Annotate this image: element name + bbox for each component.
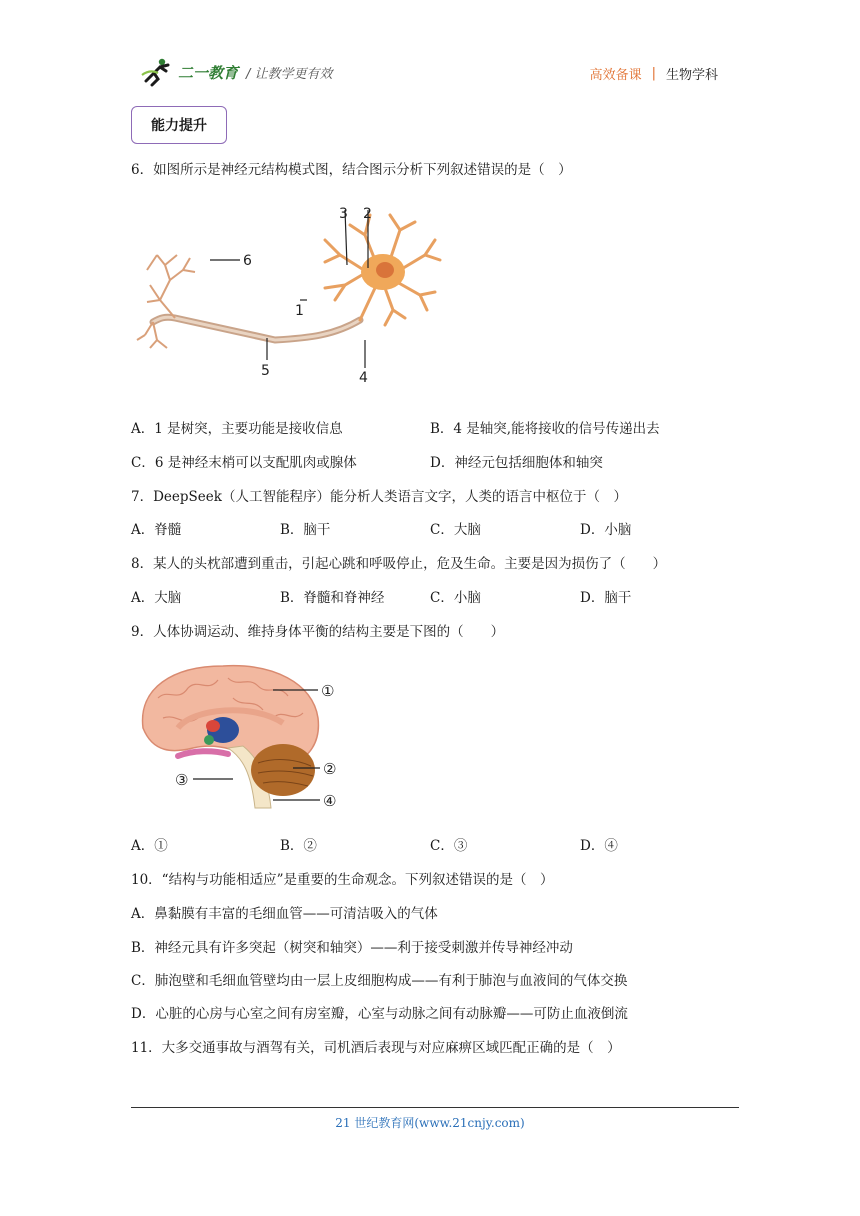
question-10-option-d[interactable]: D．心脏的心房与心室之间有房室瓣，心室与动脉之间有动脉瓣——可防止血液倒流 xyxy=(131,1006,628,1022)
question-9-option-d[interactable]: D．④ xyxy=(580,838,618,854)
header-logo xyxy=(140,56,333,88)
question-9-stem: 9．人体协调运动、维持身体平衡的结构主要是下图的（ ） xyxy=(131,624,505,640)
question-8-option-c[interactable]: C．小脑 xyxy=(430,590,481,606)
header-right xyxy=(590,64,718,83)
section-title: 能力提升 xyxy=(131,106,227,144)
question-6-option-b[interactable]: B．4 是轴突,能将接收的信号传递出去 xyxy=(430,421,660,437)
question-10-option-c[interactable]: C．肺泡壁和毛细血管壁均由一层上皮细胞构成——有利于肺泡与血液间的气体交换 xyxy=(131,973,628,989)
neuron-label-2: 2 xyxy=(363,206,372,222)
question-6-stem: 6．如图所示是神经元结构模式图，结合图示分析下列叙述错误的是（ ） xyxy=(131,162,572,178)
neuron-diagram xyxy=(135,200,445,390)
question-6-option-d[interactable]: D．神经元包括细胞体和轴突 xyxy=(430,455,603,471)
header-label-prep: 高效备课 xyxy=(589,68,642,83)
neuron-label-1: 1 xyxy=(295,303,304,319)
question-9-option-b[interactable]: B．② xyxy=(280,838,317,854)
question-10-option-a[interactable]: A．鼻黏膜有丰富的毛细血管——可清洁吸入的气体 xyxy=(131,906,438,922)
footer-text[interactable]: 21 世纪教育网(www.21cnjy.com) xyxy=(335,1116,525,1130)
neuron-label-6: 6 xyxy=(243,253,252,269)
header-separator: | xyxy=(651,66,656,81)
neuron-label-5: 5 xyxy=(261,363,270,379)
brain-label-3: ③ xyxy=(175,771,189,789)
neuron-label-4: 4 xyxy=(359,370,368,386)
brain-diagram xyxy=(133,658,353,818)
question-7-option-a[interactable]: A．脊髓 xyxy=(131,522,182,538)
question-8-option-b[interactable]: B．脊髓和脊神经 xyxy=(280,590,385,606)
footer-divider xyxy=(131,1107,739,1108)
neuron-label-3: 3 xyxy=(339,206,348,222)
brain-label-2: ② xyxy=(323,760,337,778)
question-10-stem: 10．“结构与功能相适应”是重要的生命观念。下列叙述错误的是（ ） xyxy=(131,872,554,888)
brand-name: 二一教育 xyxy=(178,63,239,82)
brain-label-4: ④ xyxy=(323,792,337,810)
question-8-option-d[interactable]: D．脑干 xyxy=(580,590,632,606)
question-9-option-c[interactable]: C．③ xyxy=(430,838,468,854)
runner-logo-icon xyxy=(140,57,174,87)
question-8-option-a[interactable]: A．大脑 xyxy=(131,590,182,606)
brand-slogan: / 让教学更有效 xyxy=(246,66,333,82)
question-7-stem: 7．DeepSeek（人工智能程序）能分析人类语言文字，人类的语言中枢位于（ ） xyxy=(131,489,627,505)
question-6-option-a[interactable]: A．1 是树突，主要功能是接收信息 xyxy=(131,421,343,437)
question-6-option-c[interactable]: C．6 是神经末梢可以支配肌肉或腺体 xyxy=(131,455,357,471)
question-7-option-b[interactable]: B．脑干 xyxy=(280,522,331,538)
question-7-option-d[interactable]: D．小脑 xyxy=(580,522,632,538)
question-8-stem: 8．某人的头枕部遭到重击，引起心跳和呼吸停止，危及生命。主要是因为损伤了（ ） xyxy=(131,556,667,572)
question-11-stem: 11．大多交通事故与酒驾有关，司机酒后表现与对应麻痹区域匹配正确的是（ ） xyxy=(131,1040,621,1056)
question-10-option-b[interactable]: B．神经元具有许多突起（树突和轴突）——利于接受刺激并传导神经冲动 xyxy=(131,940,573,956)
question-9-option-a[interactable]: A．① xyxy=(131,838,168,854)
header-subject: 生物学科 xyxy=(665,68,718,83)
question-7-option-c[interactable]: C．大脑 xyxy=(430,522,481,538)
brain-label-1: ① xyxy=(321,682,335,700)
